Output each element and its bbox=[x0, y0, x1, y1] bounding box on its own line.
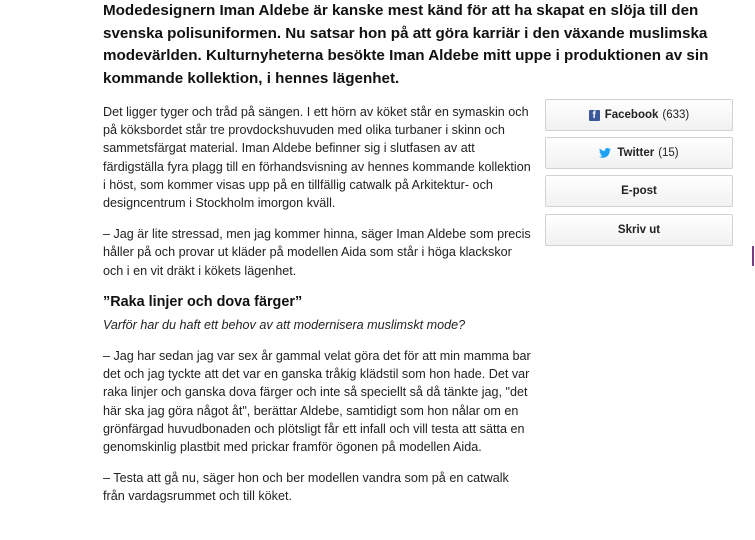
edge-marker bbox=[752, 246, 754, 266]
article-lead: Modedesignern Iman Aldebe är kanske mest känd för att ha skapat en slöja till den svenska polisuniformen. Nu satsar hon på att göra karriär i den växande muslimska modevärlden. Kulturnyheterna besökte Iman Aldebe mitt uppe i produktionen av sin kommande kollektion, i hennes lägenhet. bbox=[103, 2, 709, 87]
twitter-share-button[interactable] bbox=[545, 137, 733, 169]
share-panel bbox=[545, 99, 733, 252]
facebook-count: (633) bbox=[662, 109, 690, 121]
facebook-icon: f bbox=[589, 110, 600, 121]
print-label: Skriv ut bbox=[617, 224, 661, 236]
article-paragraph-3: – Jag har sedan jag var sex år gammal velat göra det för att min mamma bar det och jag tyckte att det var en ganska tråkig klädstil som hon hade. Det var raka linjer och ganska dova färger och inte så speciellt så då tänkte jag, "det här ska jag göra något åt", berättar Aldebe, samtidigt som hon nålar om en grönfärgad huvudbonaden och plötsligt får ett infall och vill testa att sätta en genomskinlig plastbit med prickar framför ögonen på modellen Aida. bbox=[103, 349, 531, 455]
twitter-label: Twitter bbox=[617, 147, 655, 159]
article-paragraph-1: Det ligger tyger och tråd på sängen. I ett hörn av köket står en symaskin och på köksbordet står tre provdockshuvuden med olika turbaner i skinn och sammetsfärgat material. Iman Aldebe befinner sig i slutfasen av att färdigställa fyra plagg till en förhandsvisning av hennes kommande kollektion i höst, som kommer visas upp på en tillfällig catwalk på Arkitektur- och designcentrum i Stockholm imorgon kväll. bbox=[103, 105, 531, 211]
email-share-button[interactable] bbox=[545, 175, 733, 207]
twitter-bird-icon bbox=[599, 148, 611, 158]
interview-question: Varför har du haft ett behov av att modernisera muslimskt mode? bbox=[103, 317, 466, 332]
twitter-count: (15) bbox=[658, 147, 679, 159]
email-label: E-post bbox=[621, 185, 657, 197]
article-paragraph-4: – Testa att gå nu, säger hon och ber modellen vandra som på en catwalk från vardagsrummet och till köket. bbox=[103, 471, 509, 504]
article-paragraph-2: – Jag är lite stressad, men jag kommer hinna, säger Iman Aldebe som precis håller på och provar ut kläder på modellen Aida som står i höga klackskor och i en vit dräkt i kökets lägenhet. bbox=[103, 227, 531, 278]
article-subheading: ”Raka linjer och dova färger” bbox=[103, 293, 303, 310]
print-button[interactable] bbox=[545, 214, 733, 246]
facebook-label: Facebook bbox=[604, 109, 659, 121]
facebook-share-button[interactable] bbox=[545, 99, 733, 131]
article-body bbox=[103, 103, 531, 519]
